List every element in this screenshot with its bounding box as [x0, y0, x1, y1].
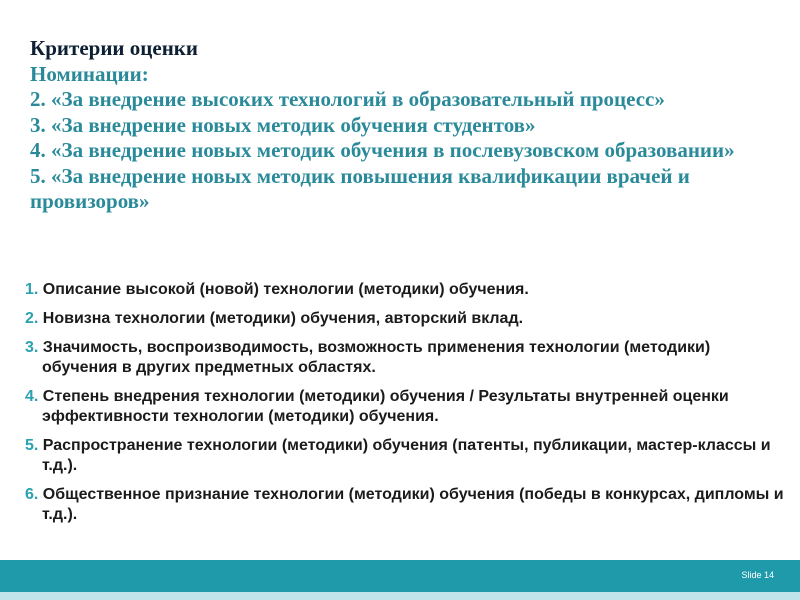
nomination-item: 5. «За внедрение новых методик повышения квалификации врачей и провизоров» — [30, 163, 690, 213]
slide-number: Slide 14 — [741, 570, 774, 580]
criteria-item — [25, 485, 785, 525]
nominations-heading: Номинации: — [30, 61, 149, 86]
criteria-text: Новизна технологии (методики) обучения, авторский вклад. — [42, 310, 524, 327]
criteria-list — [25, 280, 785, 534]
criteria-text: Степень внедрения технологии (методики) обучения / Результаты внутренней оценки эффективности технологии (методики) обучения. — [42, 388, 729, 425]
footer-accent-line — [0, 592, 800, 600]
criteria-text: Значимость, воспроизводимость, возможность применения технологии (методики) обучения в других предметных областях. — [42, 339, 711, 376]
criteria-text: Распространение технологии (методики) обучения (патенты, публикации, мастер-классы и т.д.). — [42, 437, 771, 474]
criteria-item — [25, 387, 785, 427]
criteria-item — [25, 436, 785, 476]
criteria-number: 1. — [25, 281, 39, 298]
slide-title: Критерии оценки — [30, 36, 198, 60]
criteria-item — [25, 338, 785, 378]
nomination-item: 2. «За внедрение высоких технологий в образовательный процесс» — [30, 87, 665, 111]
slide-header — [30, 36, 780, 215]
criteria-text: Общественное признание технологии (методики) обучения (победы в конкурсах, дипломы и т.д.). — [42, 486, 784, 523]
nomination-item: 3. «За внедрение новых методик обучения студентов» — [30, 112, 536, 137]
criteria-number: 3. — [25, 339, 39, 356]
footer-bar — [0, 560, 800, 592]
nomination-item: 4. «За внедрение новых методик обучения в послевузовском образовании» — [30, 138, 735, 162]
criteria-text: Описание высокой (новой) технологии (методики) обучения. — [42, 281, 529, 298]
criteria-item — [25, 309, 785, 329]
criteria-number: 6. — [25, 486, 39, 503]
criteria-number: 4. — [25, 388, 39, 405]
criteria-item — [25, 280, 785, 300]
criteria-number: 5. — [25, 437, 39, 454]
criteria-number: 2. — [25, 310, 39, 327]
